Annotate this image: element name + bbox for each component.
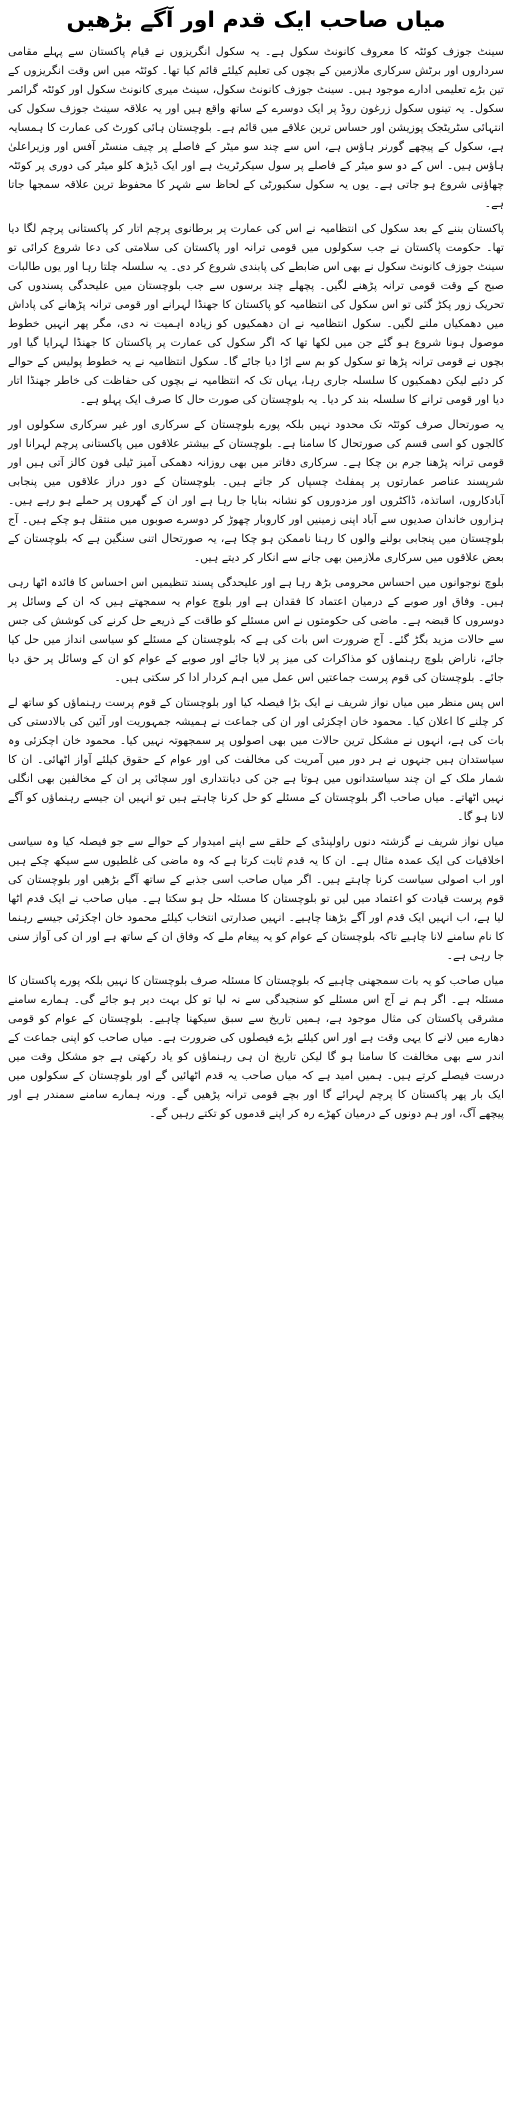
article-paragraph: میاں نواز شریف نے گزشتہ دنوں راولپنڈی کے حلقے سے اپنے امیدوار کے حوالے سے جو فیصلہ کیا وہ سیاسی اخلاقیات کی ایک عمدہ مثال ہے۔ ان کا یہ قدم ثابت کرتا ہے کہ وہ ماضی کی غلطیوں سے سیکھ چکے ہیں اور اب اصولی سیاست کرنا چاہتے ہیں۔ اگر میاں صاحب اسی جذبے کے ساتھ آگے بڑھیں اور بلوچستان کی قوم پرست قیادت کو اعتماد میں لیں تو بلوچستان کا مسئلہ حل ہو سکتا ہے۔ میاں صاحب نے ایک قدم اٹھا لیا ہے، اب انہیں ایک قدم اور آگے بڑھنا چاہیے۔ انہیں صدارتی انتخاب کیلئے محمود خان اچکزئی جیسے رہنما کا نام سامنے لانا چاہیے تاکہ بلوچستان کے عوام کو یہ پیغام ملے کہ وفاق ان کے ساتھ ہے اور ان کی آواز سنی جا رہی ہے۔ — [8, 835, 504, 962]
article-paragraph: بلوچ نوجوانوں میں احساس محرومی بڑھ رہا ہے اور علیحدگی پسند تنظیمیں اس احساس کا فائدہ اٹھا رہی ہیں۔ وفاق اور صوبے کے درمیان اعتماد کا فقدان ہے اور بلوچ عوام یہ سمجھتے ہیں کہ ان کے وسائل پر دوسروں کا قبضہ ہے۔ ماضی کی حکومتوں نے اس مسئلے کو طاقت کے ذریعے حل کرنے کی کوشش کی جس سے حالات مزید بگڑ گئے۔ آج ضرورت اس بات کی ہے کہ بلوچستان کے مسئلے کو سیاسی انداز میں حل کیا جائے، ناراض بلوچ رہنماؤں کو مذاکرات کی میز پر لایا جائے اور صوبے کے عوام کو ان کے وسائل پر حق دیا جائے۔ بلوچستان کی قوم پرست جماعتیں اس عمل میں اہم کردار ادا کر سکتی ہیں۔ — [8, 576, 504, 684]
article-body — [8, 42, 504, 1123]
article-headline: میاں صاحب ایک قدم اور آگے بڑھیں — [66, 8, 446, 33]
article-paragraph: سینٹ جوزف کوئٹہ کا معروف کانونٹ سکول ہے۔ یہ سکول انگریزوں نے قیام پاکستان سے پہلے مقامی سرداروں اور برٹش سرکاری ملازمین کے بچوں کی تعلیم کیلئے قائم کیا تھا۔ کوئٹہ میں اس وقت انگریزوں کے تین بڑے تعلیمی ادارے موجود ہیں۔ سینٹ جوزف کانونٹ سکول، سینٹ میری کانونٹ سکول اور کوئٹہ گرائمر سکول۔ یہ تینوں سکول زرغون روڈ پر ایک دوسرے کے ساتھ واقع ہیں اور یہ علاقہ سینٹ جوزف سکول کی انتہائی سٹریٹجک پوزیشن اور حساس ترین علاقے میں قائم ہے۔ بلوچستان ہائی کورٹ کی عمارت کا ہمسایہ ہے، سکول کے پیچھے گورنر ہاؤس ہے، اس سے چند سو میٹر کے فاصلے پر چیف منسٹر آفس اور وزیراعلیٰ ہاؤس ہیں۔ اس کے دو سو میٹر کے فاصلے پر سول سیکرٹریٹ ہے اور ایک ڈیڑھ کلو میٹر کی دوری پر کوئٹہ چھاؤنی شروع ہو جاتی ہے۔ یوں یہ سکول سکیورٹی کے لحاظ سے شہر کا محفوظ ترین علاقہ سمجھا جاتا ہے۔ — [8, 45, 504, 210]
article-paragraph: اس پس منظر میں میاں نواز شریف نے ایک بڑا فیصلہ کیا اور بلوچستان کے قوم پرست رہنماؤں کو ساتھ لے کر چلنے کا اعلان کیا۔ محمود خان اچکزئی اور ان کی جماعت نے ہمیشہ جمہوریت اور آئین کی بالادستی کی بات کی ہے، انہوں نے مشکل ترین حالات میں بھی اصولوں پر سمجھوتہ نہیں کیا۔ محمود خان اچکزئی وہ سیاستدان ہیں جنہوں نے ہر دور میں آمریت کی مخالفت کی اور عوام کے حقوق کیلئے آواز اٹھائی۔ ان کا شمار ملک کے ان چند سیاستدانوں میں ہوتا ہے جن کی دیانتداری اور سچائی پر ان کے مخالفین بھی انگلی نہیں اٹھاتے۔ میاں صاحب اگر بلوچستان کے مسئلے کو حل کرنا چاہتے ہیں تو انہیں ان جیسے رہنماؤں کو آگے لانا ہو گا۔ — [8, 696, 504, 823]
article-paragraph: پاکستان بننے کے بعد سکول کی انتظامیہ نے اس کی عمارت پر برطانوی پرچم اتار کر پاکستانی پرچم لگا دیا تھا۔ حکومت پاکستان نے جب سکولوں میں قومی ترانہ اور پاکستان کی سلامتی کی دعا شروع کرائی تو سینٹ جوزف کانونٹ سکول نے بھی اس ضابطے کی پابندی شروع کر دی۔ یہ سلسلہ چلتا رہا اور یوں طالبات صبح کے وقت قومی ترانہ پڑھنے لگیں۔ پچھلے چند برسوں سے جب بلوچستان میں علیحدگی پسندوں کی تحریک زور پکڑ گئی تو اس سکول کی انتظامیہ کو پاکستان کا جھنڈا لہرانے اور قومی ترانہ پڑھانے کی پاداش میں دھمکیاں ملنے لگیں۔ سکول انتظامیہ نے ان دھمکیوں کو زیادہ اہمیت نہ دی، مگر پھر انہیں خطوط موصول ہونا شروع ہو گئے جن میں لکھا تھا کہ اگر سکول کی عمارت پر پاکستان کا جھنڈا لہرایا گیا اور بچوں نے قومی ترانہ پڑھا تو سکول کو بم سے اڑا دیا جائے گا۔ سکول انتظامیہ نے یہ خطوط پولیس کے حوالے کر دئیے لیکن دھمکیوں کا سلسلہ جاری رہا، یہاں تک کہ انتظامیہ نے بچوں کی حفاظت کی خاطر جھنڈا اتار دیا اور قومی ترانے کا سلسلہ بند کر دیا۔ یہ بلوچستان کی صورت حال کا صرف ایک پہلو ہے۔ — [8, 222, 504, 406]
article-paragraph: یہ صورتحال صرف کوئٹہ تک محدود نہیں بلکہ پورے بلوچستان کے سرکاری اور غیر سرکاری سکولوں اور کالجوں کو اسی قسم کی صورتحال کا سامنا ہے۔ بلوچستان کے بیشتر علاقوں میں پاکستانی پرچم لہرانا اور قومی ترانہ پڑھنا جرم بن چکا ہے۔ سرکاری دفاتر میں بھی روزانہ دھمکی آمیز ٹیلی فون کالز آتی ہیں اور شرپسند عناصر عمارتوں پر پمفلٹ چسپاں کر جاتے ہیں۔ بلوچستان کے دور دراز علاقوں میں پنجابی آبادکاروں، اساتذہ، ڈاکٹروں اور مزدوروں کو نشانہ بنایا جا رہا ہے اور ان کے گھروں پر حملے ہو رہے ہیں۔ ہزاروں خاندان صدیوں سے آباد اپنی زمینیں اور کاروبار چھوڑ کر دوسرے صوبوں میں منتقل ہو چکے ہیں۔ آج بلوچستان میں پنجابی بولنے والوں کا رہنا ناممکن ہو چکا ہے، یہ صورتحال اتنی سنگین ہے کہ بلوچستان کے بعض علاقوں میں سرکاری ملازمین بھی جانے سے انکار کر دیتے ہیں۔ — [8, 418, 504, 564]
article-paragraph: میاں صاحب کو یہ بات سمجھنی چاہیے کہ بلوچستان کا مسئلہ صرف بلوچستان کا نہیں بلکہ پورے پاکستان کا مسئلہ ہے۔ اگر ہم نے آج اس مسئلے کو سنجیدگی سے نہ لیا تو کل بہت دیر ہو جائے گی۔ ہمارے سامنے مشرقی پاکستان کی مثال موجود ہے، ہمیں تاریخ سے سبق سیکھنا چاہیے۔ بلوچستان کے عوام کو قومی دھارے میں لانے کا یہی وقت ہے اور اس کیلئے بڑے فیصلوں کی ضرورت ہے۔ میاں صاحب کو اپنی جماعت کے اندر سے بھی مخالفت کا سامنا ہو گا لیکن تاریخ ان ہی رہنماؤں کو یاد رکھتی ہے جو مشکل وقت میں درست فیصلے کرتے ہیں۔ ہمیں امید ہے کہ میاں صاحب یہ قدم اٹھائیں گے اور بلوچستان کے سکولوں میں ایک بار پھر پاکستان کا پرچم لہرائے گا اور بچے قومی ترانہ پڑھیں گے۔ ورنہ ہمارے سامنے سمندر ہے اور پیچھے آگ، اور ہم دونوں کے درمیان کھڑے رہ کر اپنے قدموں کو تکتے رہیں گے۔ — [8, 974, 504, 1120]
